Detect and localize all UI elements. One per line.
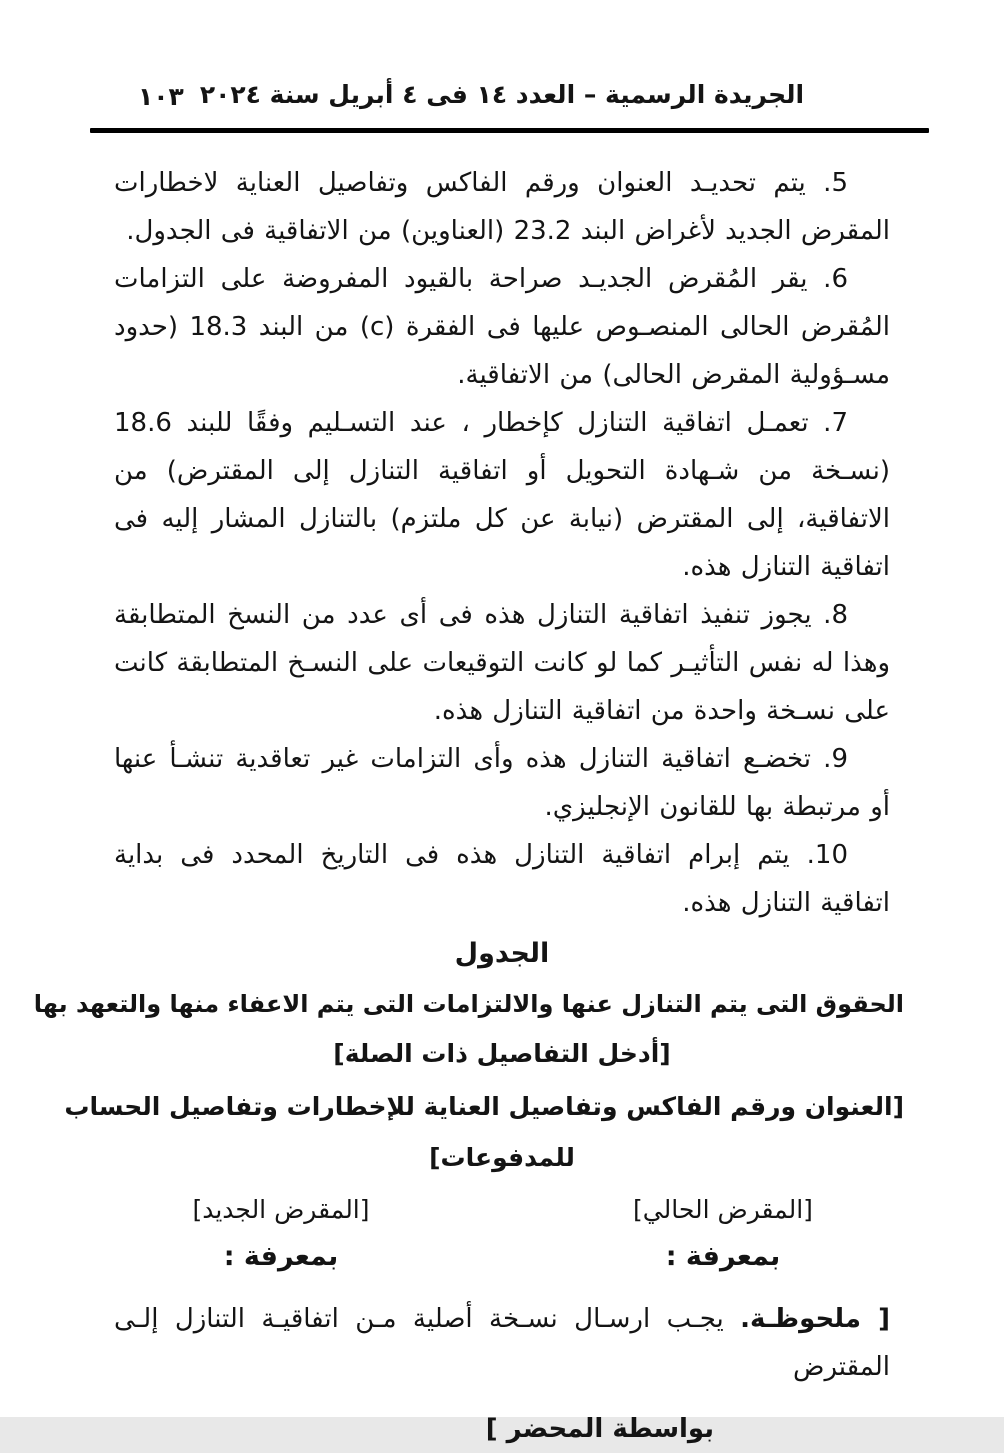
delivery-note-label: [ ملحوظـة. — [740, 1304, 890, 1334]
clause-5: 5. يتم تحديـد العنوان ورقم الفاكس وتفاصيل العناية لاخطارات المقرض الجديد لأغراض البند 23.2 (العناوين) من الاتفاقية فى الجدول. — [114, 168, 890, 246]
delivery-note-line2: بواسطة المحضر ] — [485, 1414, 714, 1444]
delivery-note-line1 — [114, 1295, 890, 1391]
schedule-address-heading-line1: [العنوان ورقم الفاكس وتفاصيل العناية للإخطارات وتفاصيل الحساب — [64, 1092, 904, 1121]
gazette-title: الجريدة الرسمية – العدد ١٤ فى ٤ أبريل سنة ٢٠٢٤ — [199, 80, 805, 109]
current-lender-column — [502, 1187, 944, 1281]
schedule-section — [0, 929, 1004, 1183]
current-lender-label: [المقرض الحالي] — [633, 1195, 813, 1224]
clause-8: 8. يجوز تنفيذ اتفاقية التنازل هذه فى أى عدد من النسخ المتطابقة وهذا له نفس التأثيـر كما لو كانت التوقيعات على النسـخ المتطابقة كانت على نسـخة واحدة من اتفاقية التنازل هذه. — [114, 600, 890, 726]
schedule-address-heading-line2: للمدفوعات] — [429, 1143, 575, 1172]
schedule-insert-details: [أدخل التفاصيل ذات الصلة] — [333, 1039, 671, 1068]
masthead — [0, 0, 1004, 112]
clauses-section — [0, 133, 1004, 927]
clause-10: 10. يتم إبرام اتفاقية التنازل هذه فى التاريخ المحدد فى بداية اتفاقية التنازل هذه. — [114, 840, 890, 918]
new-lender-label: [المقرض الجديد] — [192, 1195, 370, 1224]
clause-9: 9. تخضـع اتفاقية التنازل هذه وأى التزامات غير تعاقدية تنشـأ عنها أو مرتبطة بها للقانون الإنجليزي. — [114, 744, 890, 822]
delivery-note — [0, 1281, 1004, 1453]
new-lender-column — [60, 1187, 502, 1281]
clause-6: 6. يقر المُقرض الجديـد صراحة بالقيود المفروضة على التزامات المُقرض الحالى المنصـوص عليها فى الفقرة (c) من البند 18.3 (حدود مسـؤولية المقرض الحالى) من الاتفاقية. — [114, 264, 891, 390]
new-lender-by-label: بمعرفة : — [223, 1241, 339, 1272]
schedule-subtitle: الحقوق التى يتم التنازل عنها والالتزامات التى يتم الاعفاء منها والتعهد بها — [33, 990, 904, 1018]
delivery-note-text: يجـب ارسـال نسـخة أصلية مـن اتفاقيـة التنازل إلـى المقترض — [114, 1304, 890, 1382]
clause-7: 7. تعمـل اتفاقية التنازل كإخطار ، عند التسـليم وفقًا للبند 18.6 (نسـخة من شـهادة التحويل أو اتفاقية التنازل إلى المقترض) من الاتفاقية، إلى المقترض (نيابة عن كل ملتزم) بالتنازل المشار إليه فى اتفاقية التنازل هذه. — [114, 408, 890, 582]
page-number: ١٠٣ — [138, 82, 184, 111]
signatories-row — [0, 1183, 1004, 1281]
current-lender-by-label: بمعرفة : — [665, 1241, 781, 1272]
schedule-title: الجدول — [454, 938, 550, 969]
